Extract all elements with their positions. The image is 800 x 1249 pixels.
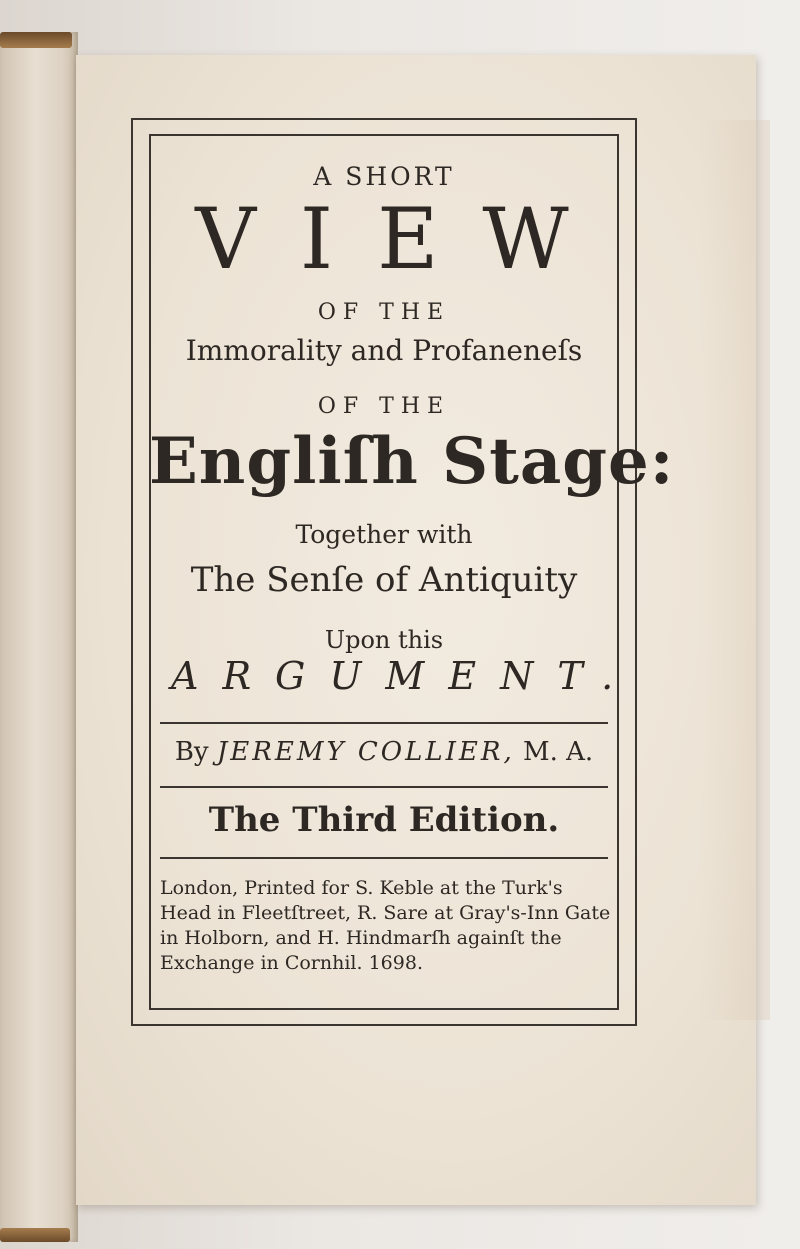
author-degree: M. A.	[522, 737, 594, 767]
spine-leather-top	[0, 32, 72, 48]
title-line-immorality: Immorality and Profaneneſs	[185, 334, 583, 367]
title-line-sense-of-antiquity: The Senſe of Antiquity	[190, 560, 578, 600]
divider-rule-1	[160, 722, 608, 724]
edition-statement: The Third Edition.	[208, 800, 560, 840]
author-byline	[149, 737, 619, 767]
title-line-of-the-1: OF THE	[317, 300, 451, 325]
title-line-upon-this: Upon this	[324, 626, 444, 654]
divider-rule-2	[160, 786, 608, 788]
book-spine	[0, 32, 78, 1242]
title-line-together-with: Together with	[295, 520, 473, 549]
title-line-of-the-2: OF THE	[317, 394, 451, 419]
paper-foxing	[700, 120, 770, 1020]
spine-leather-bottom	[0, 1228, 70, 1242]
title-line-view: VIEW	[195, 190, 613, 288]
title-line-english-stage: Engliſh Stage:	[149, 424, 675, 499]
title-line-argument: ARGUMENT.	[171, 654, 638, 698]
author-name: JEREMY COLLIER,	[216, 737, 515, 767]
imprint-text: London, Printed for S. Keble at the Turk's Head in Fleetſtreet, R. Sare at Gray's-Inn Gate in Holborn, and H. Hindmarſh againſt the Exchange in Cornhil. 1698.	[160, 877, 611, 974]
divider-rule-3	[160, 857, 608, 859]
byline-prefix: By	[174, 737, 209, 767]
title-line-a-short: A SHORT	[313, 162, 455, 191]
